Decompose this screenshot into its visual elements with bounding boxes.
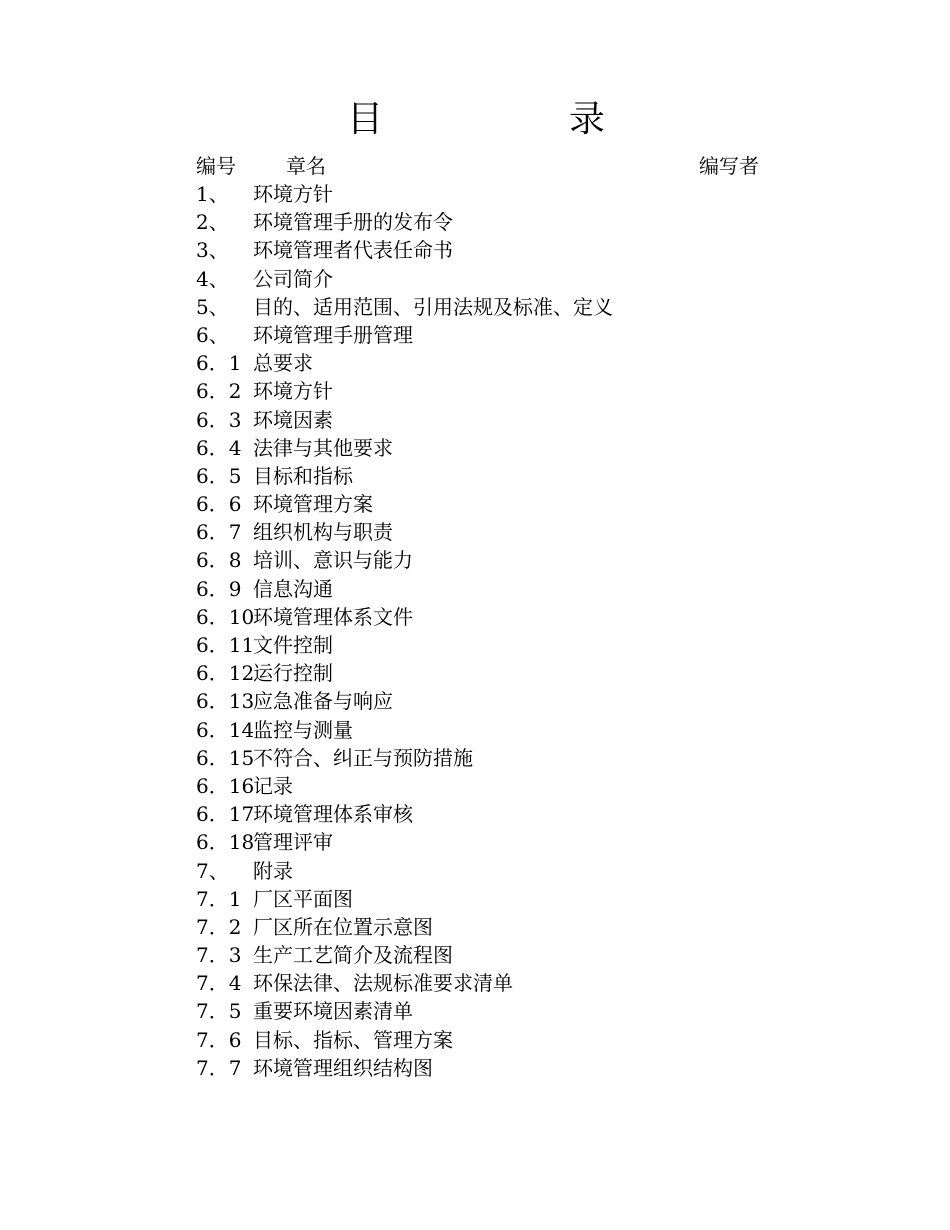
toc-entry — [196, 941, 796, 969]
toc-entry — [196, 546, 796, 574]
toc-entry — [196, 1054, 796, 1082]
toc-entry-number: 7．6 — [196, 1027, 242, 1052]
toc-entry-title: 培训、意识与能力 — [253, 548, 413, 573]
toc-entry — [196, 857, 796, 885]
toc-entry-number: 7．2 — [196, 914, 242, 939]
toc-entry-number: 7、 — [196, 858, 229, 883]
header-author-label: 编写者 — [699, 154, 759, 178]
title-char-2: 录 — [569, 99, 606, 140]
toc-entry-number: 7．7 — [196, 1055, 242, 1080]
toc-entry-number: 6．2 — [196, 379, 242, 404]
title-char-1: 目 — [347, 99, 384, 140]
toc-entry-title: 目标和指标 — [253, 463, 353, 488]
toc-entry-title: 应急准备与响应 — [253, 689, 393, 714]
toc-entry — [196, 406, 796, 434]
toc-entry — [196, 208, 796, 236]
header-chapter-label: 章名 — [286, 154, 326, 178]
toc-entry-title: 环境管理手册管理 — [253, 322, 413, 347]
toc-entry-title: 目标、指标、管理方案 — [253, 1027, 453, 1052]
toc-entry-title: 厂区所在位置示意图 — [253, 914, 433, 939]
toc-entry-title: 总要求 — [253, 351, 313, 376]
toc-entry-number: 5、 — [196, 294, 229, 319]
toc-entry-number: 6．11 — [196, 633, 255, 657]
toc-entry — [196, 265, 796, 293]
toc-entry-title: 文件控制 — [253, 633, 333, 657]
toc-entry-title: 环境管理者代表任命书 — [253, 238, 453, 263]
toc-entry-title: 厂区平面图 — [253, 886, 353, 911]
toc-entry-title: 信息沟通 — [253, 576, 333, 601]
toc-entry — [196, 772, 796, 800]
toc-entry-number: 6．4 — [196, 435, 242, 460]
toc-entry-title: 公司简介 — [253, 266, 333, 291]
toc-entry-number: 6．9 — [196, 576, 242, 601]
toc-entry-title: 重要环境因素清单 — [253, 999, 413, 1024]
toc-entry — [196, 997, 796, 1025]
toc-entry-title: 不符合、纠正与预防措施 — [253, 745, 473, 770]
toc-entry-number: 6．12 — [196, 661, 255, 686]
toc-entry-title: 环境管理组织结构图 — [253, 1055, 433, 1080]
toc-entry-title: 环境管理手册的发布令 — [253, 210, 453, 235]
toc-entry-number: 4、 — [196, 266, 229, 291]
toc-entry-number: 6．15 — [196, 745, 255, 770]
toc-entry — [196, 575, 796, 603]
toc-entry — [196, 180, 796, 208]
toc-entry — [196, 434, 796, 462]
toc-entry-number: 6．17 — [196, 802, 255, 827]
toc-entry — [196, 321, 796, 349]
toc-entry-title: 环境方针 — [253, 379, 333, 404]
toc-header — [196, 152, 776, 180]
toc-entry-number: 6．18 — [196, 830, 255, 855]
toc-entry — [196, 913, 796, 941]
toc-entry — [196, 377, 796, 405]
toc-entry-title: 目的、适用范围、引用法规及标准、定义 — [253, 294, 613, 319]
toc-entry-number: 3、 — [196, 238, 229, 263]
toc-entry-number: 6．6 — [196, 492, 242, 517]
toc-entry-number: 6．7 — [196, 520, 242, 545]
toc-entry-title: 运行控制 — [253, 661, 333, 686]
toc-entry — [196, 969, 796, 997]
toc-entry — [196, 603, 796, 631]
toc-entry-number: 6．10 — [196, 604, 255, 629]
toc-entry-number: 6．1 — [196, 351, 242, 376]
toc-entry — [196, 490, 796, 518]
toc-entry — [196, 518, 796, 546]
toc-entry — [196, 349, 796, 377]
toc-entry-number: 6．14 — [196, 717, 255, 742]
toc-entry — [196, 716, 796, 744]
toc-entry — [196, 885, 796, 913]
toc-entry-number: 7．5 — [196, 999, 242, 1024]
toc-entry — [196, 687, 796, 715]
header-number-label: 编号 — [196, 154, 236, 178]
toc-list — [196, 180, 796, 1082]
toc-entry-number: 6．3 — [196, 407, 242, 432]
toc-entry-number: 6、 — [196, 322, 229, 347]
toc-entry — [196, 659, 796, 687]
toc-entry-number: 6．16 — [196, 773, 255, 798]
toc-entry — [196, 462, 796, 490]
toc-entry-title: 环境因素 — [253, 407, 333, 432]
toc-entry-number: 2、 — [196, 210, 229, 235]
toc-entry-title: 记录 — [253, 773, 293, 798]
toc-entry-number: 7．3 — [196, 943, 242, 968]
toc-entry — [196, 631, 796, 659]
toc-entry-title: 法律与其他要求 — [253, 435, 393, 460]
toc-entry-title: 组织机构与职责 — [253, 520, 393, 545]
toc-entry-title: 附录 — [253, 858, 293, 883]
toc-entry-number: 1、 — [196, 182, 229, 206]
toc-entry-title: 生产工艺简介及流程图 — [253, 943, 453, 968]
toc-entry-title: 环境方针 — [253, 182, 333, 206]
toc-entry — [196, 800, 796, 828]
toc-entry — [196, 293, 796, 321]
toc-entry-title: 环境管理体系审核 — [253, 802, 413, 827]
toc-entry-number: 7．4 — [196, 971, 242, 996]
toc-entry-title: 环保法律、法规标准要求清单 — [253, 971, 513, 996]
page-title — [0, 96, 950, 144]
toc-entry-title: 管理评审 — [253, 830, 333, 855]
toc-entry — [196, 744, 796, 772]
toc-entry-number: 6．8 — [196, 548, 242, 573]
toc-entry-title: 环境管理方案 — [253, 492, 373, 517]
toc-entry-title: 环境管理体系文件 — [253, 604, 413, 629]
toc-entry — [196, 236, 796, 264]
toc-entry-number: 6．5 — [196, 463, 242, 488]
toc-entry — [196, 1026, 796, 1054]
toc-entry — [196, 828, 796, 856]
toc-entry-title: 监控与测量 — [253, 717, 353, 742]
toc-entry-number: 6．13 — [196, 689, 255, 714]
toc-entry-number: 7．1 — [196, 886, 242, 911]
